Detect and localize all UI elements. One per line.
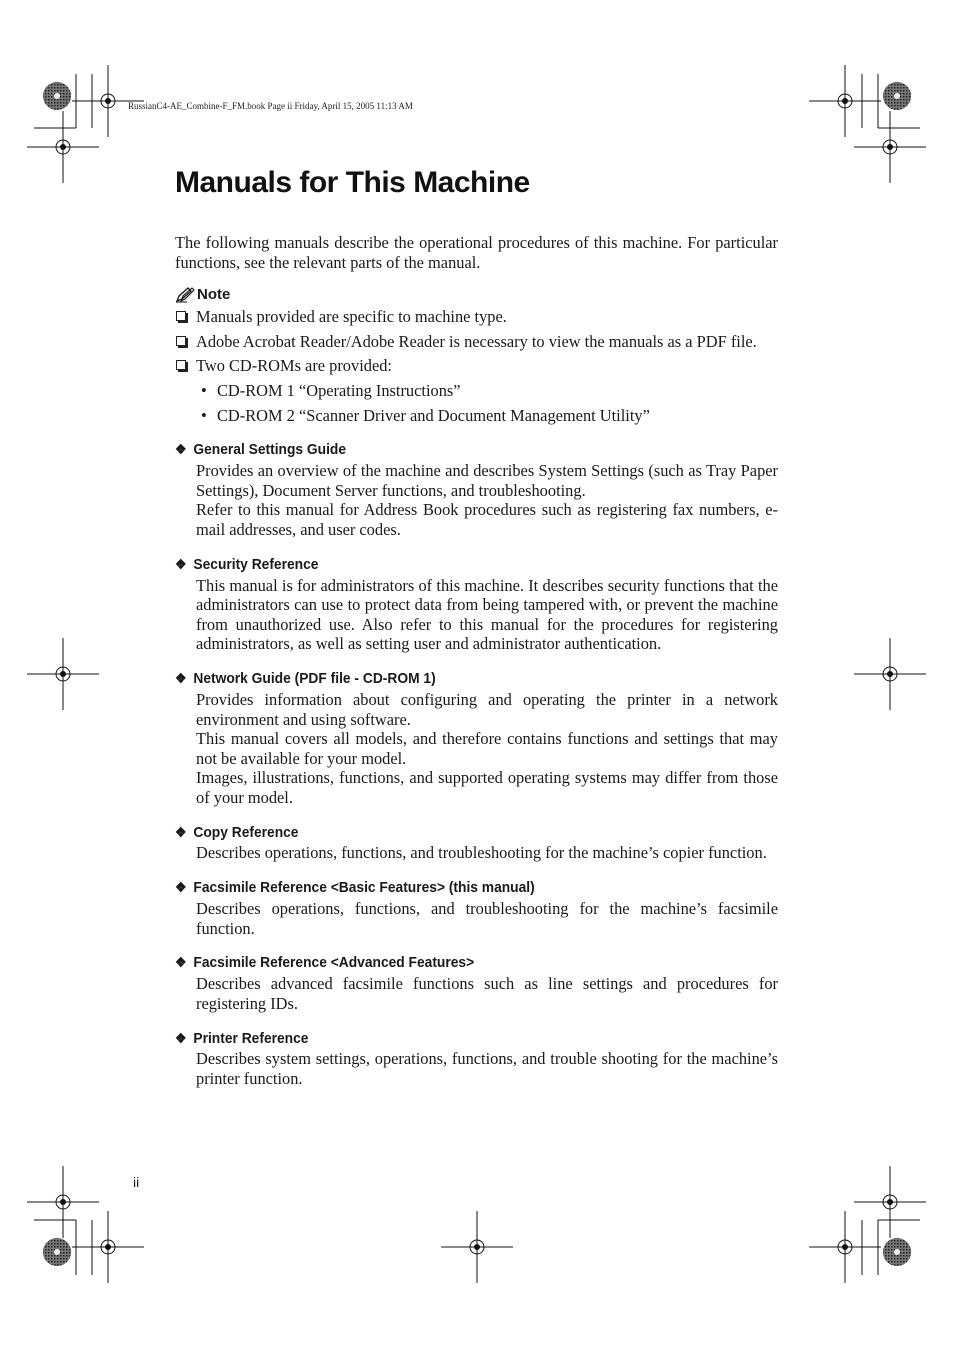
section-heading: [175, 440, 730, 460]
checkbox-icon: [176, 311, 186, 321]
section-paragraph: Refer to this manual for Address Book procedures such as registering fax numbers, e-mail addresses, and user codes.: [196, 500, 778, 539]
pencil-icon: [175, 287, 195, 303]
crop-mark-bottom-left: [27, 1166, 144, 1283]
section-paragraph: Images, illustrations, functions, and supported operating systems may differ from those of your model.: [196, 768, 778, 807]
note-heading-label: Note: [197, 286, 231, 304]
section-title: Printer Reference: [193, 1029, 309, 1047]
checkbox-icon: [176, 360, 186, 370]
section-title: Facsimile Reference <Basic Features> (this manual): [193, 879, 535, 897]
bullet-icon: •: [201, 380, 207, 400]
section-title: Network Guide (PDF file - CD-ROM 1): [193, 670, 436, 688]
section-title: Copy Reference: [193, 823, 299, 841]
manual-section: [175, 1028, 778, 1088]
note-item: [175, 356, 778, 425]
manual-section: [175, 878, 778, 938]
section-body: [196, 461, 778, 539]
section-paragraph: Provides information about configuring and operating the printer in a network environment and using software.: [196, 689, 778, 729]
note-item: [175, 307, 778, 327]
section-body: [196, 899, 778, 938]
crop-mark-top-right: [809, 65, 926, 183]
diamond-icon: ❖: [175, 823, 187, 840]
section-heading: [175, 1028, 730, 1048]
cd-rom-item: [196, 381, 778, 401]
diamond-icon: ❖: [175, 1029, 187, 1046]
cd-rom-text: CD-ROM 1 “Operating Instructions”: [217, 380, 461, 400]
page-title: Manuals for This Machine: [175, 166, 530, 199]
section-heading: [175, 555, 730, 575]
diamond-icon: ❖: [175, 441, 187, 458]
section-body: [196, 576, 778, 654]
section-title: Facsimile Reference <Advanced Features>: [193, 954, 475, 972]
manual-section: [175, 953, 778, 1013]
page-content: [175, 233, 778, 1089]
section-paragraph: Describes operations, functions, and troubleshooting for the machine’s facsimile function.: [196, 899, 778, 938]
section-paragraph: This manual is for administrators of this machine. It describes security functions that the administrators can use to protect data from being tampered with, or prevent the machine from unauthorized use. Also refer to this manual for the procedures for registering administrators, as well as setting user and administrator authentication.: [196, 575, 778, 654]
section-heading: [175, 953, 730, 973]
diamond-icon: ❖: [175, 555, 187, 572]
registration-mark-right: [854, 638, 926, 710]
section-body: [196, 690, 778, 808]
intro-paragraph: The following manuals describe the operational procedures of this machine. For particular functions, see the relevant parts of the manual.: [175, 233, 778, 272]
manual-section: [175, 440, 778, 539]
section-paragraph: This manual covers all models, and therefore contains functions and settings that may not be available for your model.: [196, 729, 778, 768]
checkbox-icon: [176, 336, 186, 346]
section-body: [196, 974, 778, 1013]
note-item-text: Adobe Acrobat Reader/Adobe Reader is necessary to view the manuals as a PDF file.: [196, 331, 757, 351]
crop-mark-top-left: [27, 65, 144, 183]
section-paragraph: Describes operations, functions, and troubleshooting for the machine’s copier function.: [196, 843, 767, 863]
registration-mark-left: [27, 638, 99, 710]
diamond-icon: ❖: [175, 954, 187, 971]
manual-section: [175, 669, 778, 808]
cd-rom-item: [196, 406, 778, 426]
page-number: ii: [133, 1174, 140, 1190]
cd-rom-list: [196, 381, 778, 425]
section-paragraph: Provides an overview of the machine and describes System Settings (such as Tray Paper Settings), Document Server functions, and troubleshooting.: [196, 461, 778, 500]
section-title: General Settings Guide: [193, 441, 347, 459]
section-paragraph: Describes system settings, operations, functions, and trouble shooting for the machine’s printer function.: [196, 1049, 778, 1089]
crop-mark-bottom-right: [809, 1166, 926, 1283]
section-heading: [175, 669, 730, 689]
file-info-header: RussianC4-AE_Combine-F_FM.book Page ii Friday, April 15, 2005 11:13 AM: [128, 101, 413, 111]
manual-section: [175, 555, 778, 654]
section-body: [196, 1049, 778, 1088]
manual-section: [175, 822, 778, 863]
section-paragraph: Describes advanced facsimile functions such as line settings and procedures for registering IDs.: [196, 974, 778, 1013]
section-heading: [175, 878, 730, 898]
note-item: [175, 332, 778, 352]
note-item-text: Two CD-ROMs are provided:: [196, 356, 392, 376]
note-heading: [175, 285, 778, 305]
bullet-icon: •: [201, 405, 207, 425]
section-body: [196, 843, 778, 863]
note-item-text: Manuals provided are specific to machine type.: [196, 307, 507, 327]
note-list: [175, 307, 778, 425]
diamond-icon: ❖: [175, 670, 187, 687]
cd-rom-text: CD-ROM 2 “Scanner Driver and Document Management Utility”: [217, 405, 650, 425]
diamond-icon: ❖: [175, 879, 187, 896]
section-heading: [175, 822, 730, 842]
section-title: Security Reference: [193, 555, 319, 573]
registration-mark-bottom: [441, 1211, 513, 1283]
